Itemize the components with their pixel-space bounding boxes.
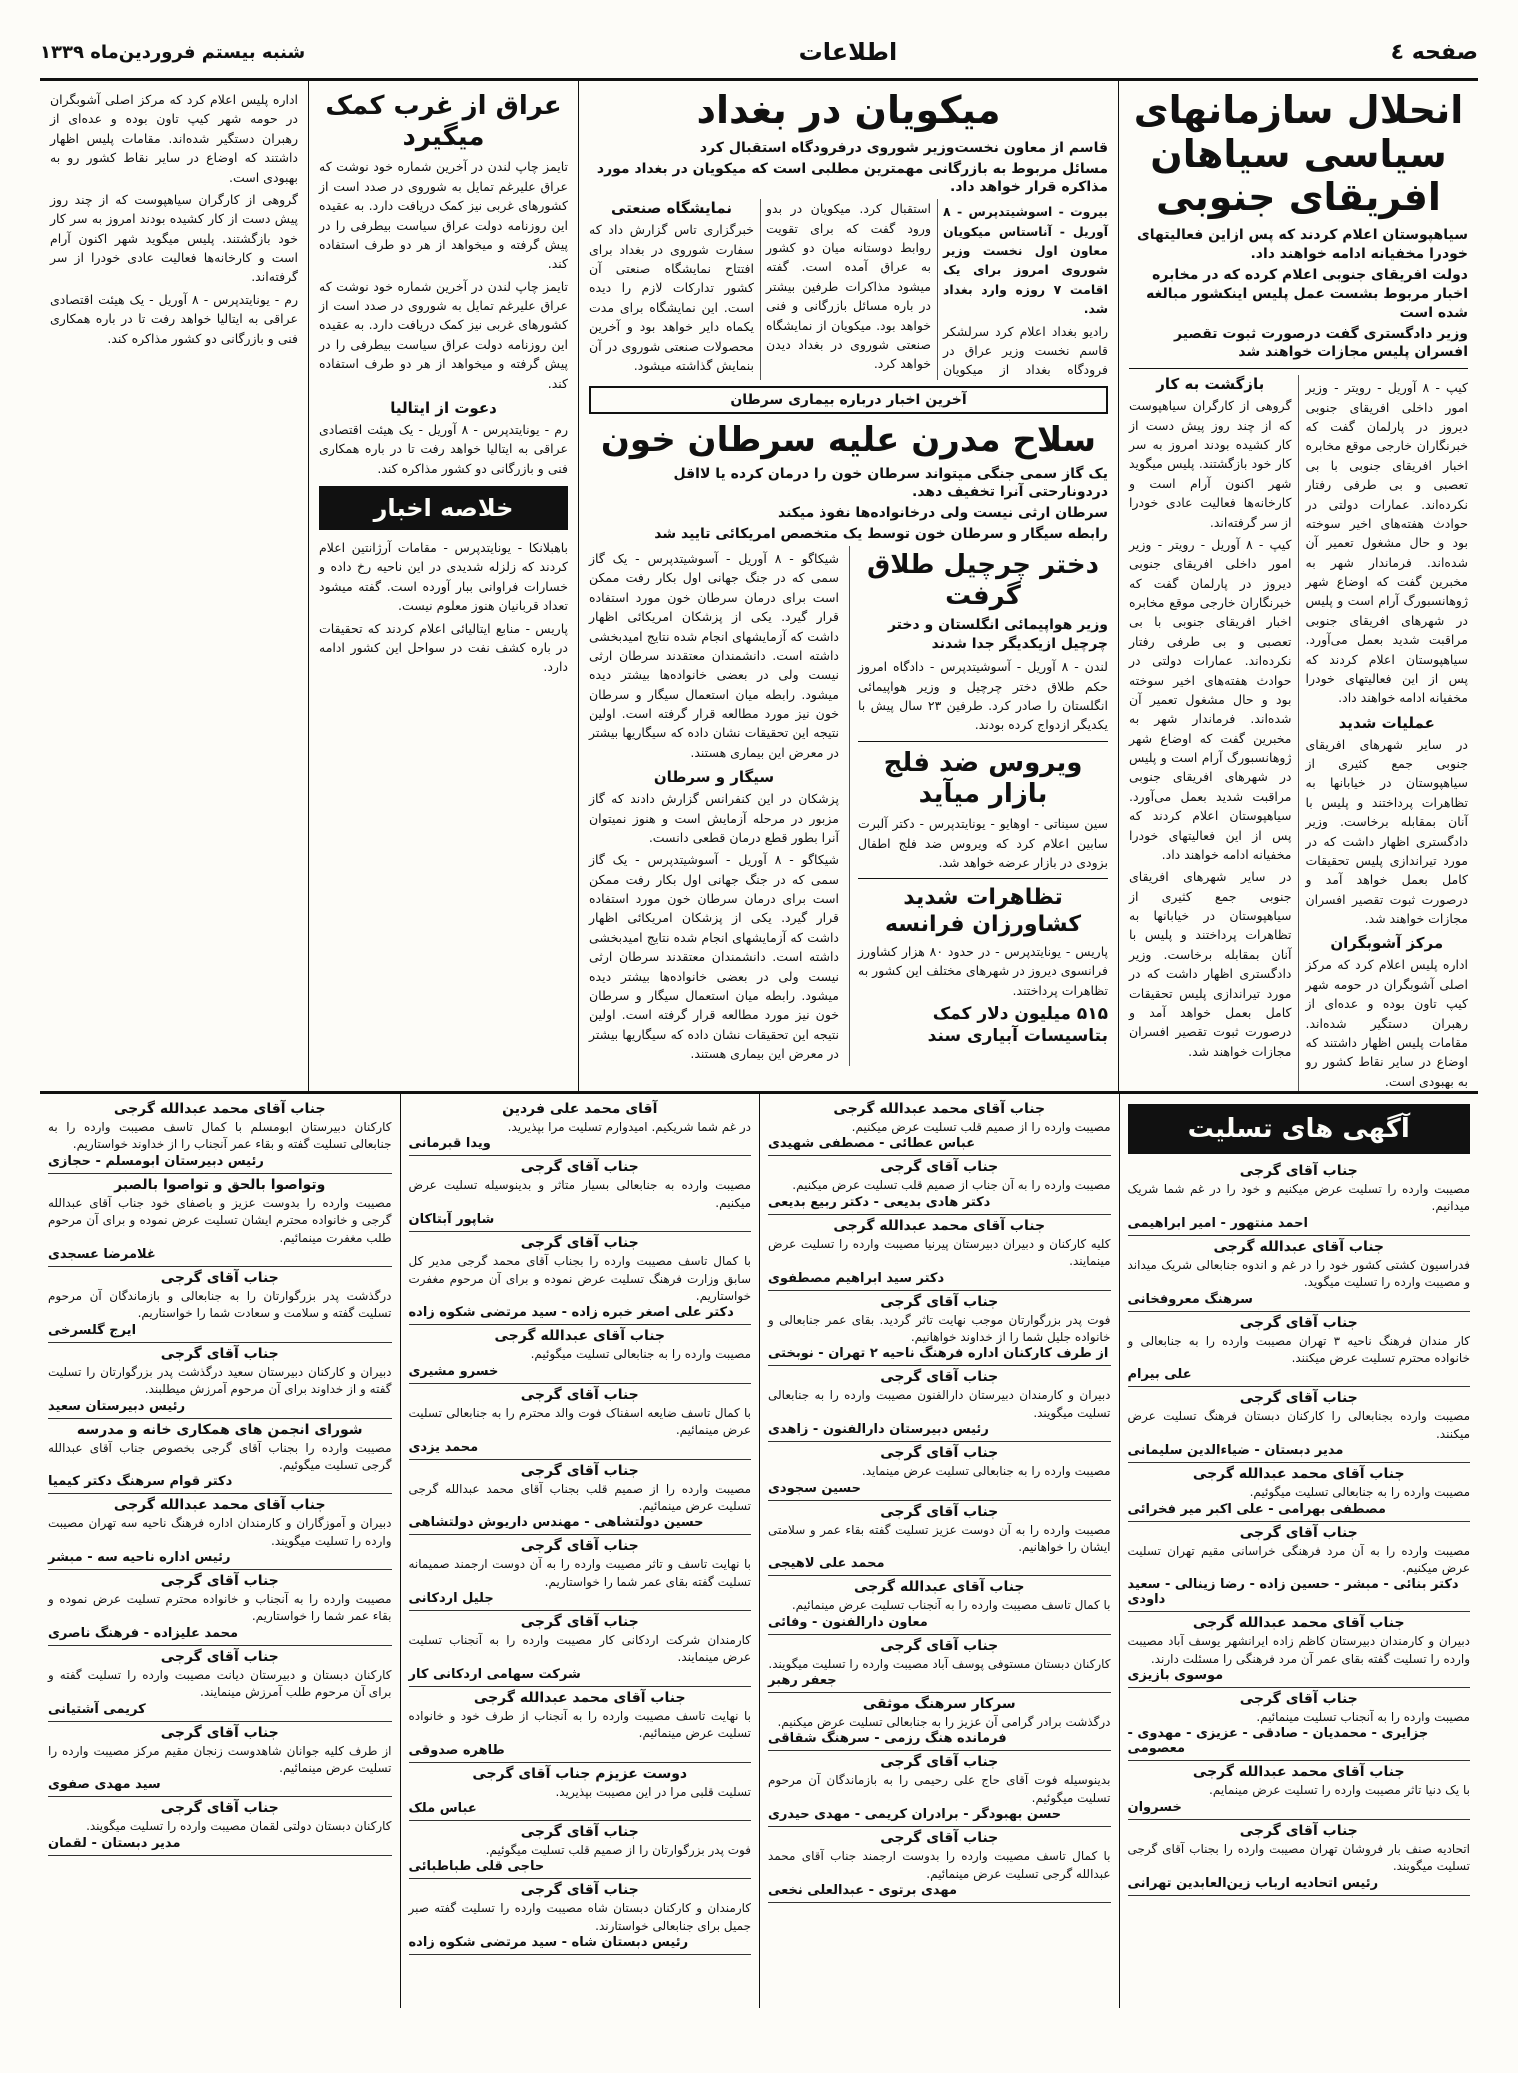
article-bullet: یک گاز سمی جنگی میتواند سرطان خون را درمان کرده یا لااقل دردونارحتی آنرا تخفیف دهد. [673, 465, 1108, 501]
notice-title: جناب آقای گرجی [880, 1503, 999, 1520]
condolence-notice [768, 1827, 1111, 1903]
notice-body: مصیبت وارده را به آنجناب و خانواده محترم تسلیت عرض نموده و بقاء عمر شما را خواستاریم. [48, 1592, 392, 1624]
article-headline: سلاح مدرن علیه سرطان خون [600, 419, 1097, 460]
notice-body: مصیبت وارده را تسلیت عرض میکنیم و خود را در غم شما شریک میدانیم. [1127, 1182, 1470, 1214]
notice-body: با نهایت تاسف مصیبت وارده را به آنجناب از طرف خود و خانواده تسلیت عرض مینمائیم. [408, 1708, 751, 1741]
condolence-notice [48, 1343, 392, 1419]
notice-column [40, 1094, 400, 2008]
notice-signature: دکتر سید ابراهیم مصطفوی [768, 1270, 945, 1286]
cancer-news-box: آخرین اخبار درباره بیماری سرطان [589, 386, 1108, 414]
condolence-notice [409, 1156, 752, 1232]
notice-body: بدینوسیله فوت آقای حاج علی رحیمی را به بازماندگان آن مرحوم تسلیت میگوئیم. [768, 1773, 1111, 1805]
condolence-notice [1128, 1236, 1471, 1312]
notice-signature: از طرف کارکنان اداره فرهنگ ناحیه ۲ تهران - نوبختی [768, 1346, 1109, 1362]
notice-signature: جلیل اردکانی [408, 1591, 494, 1607]
notice-signature: رئیس دبیرستان سعید [48, 1398, 186, 1414]
notice-title: جناب آقای محمد عبدالله گرجی [1192, 1615, 1405, 1632]
condolence-notice [48, 1570, 392, 1646]
article-paragraph: کیپ - ۸ آوریل - رویتر - وزیر امور داخلی افریقای جنوبی دیروز در پارلمان گفت که خبرنگاران خارجی موقع مخابره اخبار افریقای جنوبی با بی تعصبی و بی طرفی رفتار نکرده‌اند. عمارات دولتی در حوادث هفته‌های اخیر سوخته بود و حال مشغول تعمیر آن شده‌اند. فرماندار شهر به مخبرین گفت که اوضاع شهر ژوهانسبورگ آرام است و پلیس در شهرهای افریقای جنوبی مراقبت شدید بعمل می‌آورد. سیاهپوستان اعلام کردند که پس از این فعالیتهای خودرا مخفیانه ادامه خواهند داد. [1129, 536, 1292, 862]
notice-title: جناب آقای گرجی [520, 1462, 639, 1479]
article-body [1129, 375, 1468, 1091]
article-paragraph: رم - یونایتدپرس - ۸ آوریل - یک هیئت اقتصادی عراقی به ایتالیا خواهد رفت تا در باره همکاری فنی و بازرگانی دو کشور مذاکره کند. [319, 421, 568, 476]
notice-title: جناب آقای عبدالله گرجی [853, 1579, 1025, 1596]
page-header [40, 26, 1478, 81]
notice-signature: معاون دارالفنون - وفائی [768, 1614, 928, 1630]
article-paragraph: کیپ - ۸ آوریل - رویتر - وزیر امور داخلی افریقای جنوبی دیروز در پارلمان گفت که خبرنگاران خارجی موقع مخابره اخبار افریقای جنوبی با بی تعصبی و بی طرفی رفتار نکرده‌اند. عمارات دولتی در حوادث هفته‌های اخیر سوخته بود و حال مشغول تعمیر آن شده‌اند. فرماندار شهر به مخبرین گفت که اوضاع شهر ژوهانسبورگ آرام است و پلیس در شهرهای افریقای جنوبی مراقبت شدید بعمل می‌آورد. سیاهپوستان اعلام کردند که پس از این فعالیتهای خودرا مخفیانه ادامه خواهند داد. [1305, 380, 1468, 706]
article-paragraph: گروهی از کارگران سیاهپوست که از چند روز پیش دست از کار کشیده بودند امروز به سر کار خود بازگشتند. پلیس میگوید شهر اکنون آرام است و کارخانه‌ها فعالیت عادی خودرا از سر گرفته‌اند. [50, 191, 298, 285]
article-paragraph: پزشکان در این کنفرانس گزارش دادند که گاز مزبور در مرحله آزمایش است و هنوز نمیتوان آنرا بطور قطع درمان قطعی دانست. [589, 791, 839, 845]
notice-title: جناب آقای عبدالله گرجی [1213, 1238, 1385, 1255]
misc-column [40, 81, 308, 1091]
notice-title: جناب آقای گرجی [160, 1345, 279, 1362]
article-bullet: رابطه سیگار و سرطان خون توسط یک متخصص امریکائی تایید شد [654, 526, 1108, 543]
article-paragraph: خبرگزاری تاس گزارش داد که سفارت شوروی در بغداد برای افتتاح نمایشگاه صنعتی آن کشور تدارکات لازم را دیده است. این نمایشگاه برای مدت یکماه دایر خواهد بود و آخرین محصولات صنعتی شوروی در آن بنمایش گذاشته میشود. [589, 222, 754, 373]
notice-signature: حسین دولتشاهی - مهندس داریوش دولتشاهی [408, 1515, 704, 1531]
article-subheading: عملیات شدید [1338, 713, 1435, 732]
page-number: صفحه ٤ [1390, 39, 1478, 65]
condolence-notice [768, 1635, 1111, 1693]
condolence-notice [1128, 1522, 1471, 1613]
notice-body: مصیبت وارده را به جنابعالی تسلیت عرض مینماید. [861, 1464, 1111, 1479]
article-paragraph: شیکاگو - ۸ آوریل - آسوشیتدپرس - یک گاز سمی که در جنگ جهانی اول بکار رفت ممکن است برای درمان سرطان خون مورد استفاده قرار گیرد. یکی از پزشکان امریکائی اظهار داشت که آزمایشهای انجام شده نتایج امیدبخشی داشته است. دانشمندان معتقدند سرطان ارثی نیست ولی در بعضی خانواده‌ها بیشتر دیده میشود. رابطه میان استعمال سیگار و سرطان خون نیز مورد مطالعه قرار گرفته است. اولین نتیجه این تحقیقات نشان داده که سیگاریها بیشتر در معرض این بیماری هستند. [589, 852, 839, 1062]
notice-signature: حاجی قلی طباطبائی [408, 1859, 545, 1875]
condolence-notice [409, 1535, 752, 1611]
condolence-notice [768, 1501, 1111, 1577]
paper-name: اطلاعات [798, 38, 898, 66]
article-deck: وزیر هواپیمائی انگلستان و دختر چرچیل ازیکدیگر جدا شدند [887, 617, 1108, 653]
condolence-notice [409, 1763, 752, 1821]
notice-signature: موسوی بازیزی [1127, 1668, 1224, 1684]
newspaper-page [0, 26, 1518, 2073]
notice-signature: ویدا قبرمانی [408, 1136, 491, 1152]
notice-signature: رئیس دبیرستان ابومسلم - حجازی [48, 1153, 264, 1169]
article-subheading: مرکز آشوبگران [1330, 934, 1444, 953]
condolence-notice [48, 1722, 392, 1798]
condolence-notice [1128, 1312, 1471, 1388]
condolence-notice [409, 1098, 752, 1156]
notice-signature: رئیس اتحادیه ارباب زین‌العابدین تهرانی [1127, 1875, 1379, 1891]
condolence-notice [1128, 1688, 1471, 1761]
notice-signature: حسن بهبودگر - برادران کریمی - مهدی حیدری [768, 1807, 1062, 1823]
condolence-notice [1128, 1387, 1471, 1463]
issue-date: شنبه بیستم فروردین‌ماه ۱۳۳۹ [40, 41, 306, 63]
notice-signature: محمد یزدی [408, 1439, 479, 1455]
notice-body: مصیبت وارده را به جنابعالی تسلیت میگوئیم. [1249, 1485, 1470, 1500]
article-headline: عراق از غرب کمک میگیرد [325, 91, 562, 153]
condolence-notice [48, 1267, 392, 1343]
notice-title: جناب آقای گرجی [520, 1882, 639, 1899]
condolence-notice [768, 1442, 1111, 1500]
notice-body: مصیبت وارده را به آن مرد فرهنگی خراسانی مقیم تهران تسلیت عرض میکنیم. [1127, 1543, 1470, 1575]
condolence-notice [768, 1156, 1111, 1214]
condolence-notice [48, 1646, 392, 1722]
notice-body: مصیبت وارده را به جنابعالی تسلیت میگوئیم. [530, 1347, 751, 1362]
notice-title: جناب آقای گرجی [880, 1159, 999, 1176]
notice-body: کارکنان دبیرستان ابومسلم با کمال تاسف مصیبت وارده را به جنابعالی تسلیت گفته و بقاء عمر آنجناب را از خداوند خواستاریم. [48, 1120, 392, 1152]
notice-body: کارمندان و کارکنان دبستان شاه مصیبت وارده را تسلیت گفته صبر جمیل برای جنابعالی خواستارند. [408, 1901, 751, 1933]
iraq-article [308, 81, 578, 1091]
notice-signature: فرمانده هنگ رزمی - سرهنگ شقاقی [768, 1731, 1007, 1747]
divider [1129, 368, 1468, 369]
article-bullet: مسائل مربوط به بازرگانی مهمترین مطلبی است که میکویان در بغداد مورد مذاکره قرار خواهد داد. [596, 160, 1108, 196]
notice-signature: شاپور آبتاکان [408, 1212, 495, 1228]
center-articles [578, 81, 1118, 1091]
condolence-notice [1128, 1160, 1471, 1236]
article-bullet: وزیر دادگستری گفت درصورت ثبوت تقصیر افسران پلیس مجازات خواهند شد [1174, 325, 1468, 361]
condolence-notice [768, 1751, 1111, 1827]
condolence-notice [48, 1797, 392, 1855]
article-paragraph: باهبلانکا - یونایتدپرس - مقامات آرژانتین اعلام کردند که زلزله شدیدی در این ناحیه رخ داده و خسارات فراوانی ببار آورده است. گفته میشود تعداد قربانیان هنوز معلوم نیست. [319, 540, 568, 614]
notice-body: دبیران و کارمندان دبیرستان دارالفنون مصیبت وارده را به جنابعالی تسلیت میگویند. [768, 1388, 1111, 1420]
notice-title: جناب آقای گرجی [880, 1637, 999, 1654]
notice-title: جناب آقای گرجی [160, 1648, 279, 1665]
condolence-notice [768, 1291, 1111, 1367]
notice-signature: کریمی آشتیانی [48, 1701, 146, 1717]
notice-column [1119, 1094, 1479, 2008]
notice-signature: سرهنگ معروفخانی [1127, 1291, 1253, 1307]
notice-body: کارکنان دبستان و دبیرستان دیانت مصیبت وارده را تسلیت گفته و برای آن مرحوم طلب آمرزش مینمایند. [48, 1667, 392, 1700]
condolence-notice [409, 1232, 752, 1325]
notice-body: کار مندان فرهنگ ناحیه ۳ تهران مصیبت وارده را به جنابعالی و خانواده محترم تسلیت عرض میکنند. [1127, 1333, 1471, 1365]
notice-body: درگذشت برادر گرامی آن عزیز را به جنابعالی تسلیت عرض میکنیم. [777, 1715, 1111, 1730]
notice-signature: غلامرضا عسجدی [48, 1246, 156, 1262]
notice-body: با نهایت تاسف و تاثر مصیبت وارده را به آن دوست ارجمند صمیمانه تسلیت گفته بقای عمر شما را خواستاریم. [408, 1557, 751, 1589]
notice-body: اتحادیه صنف بار فروشان تهران مصیبت وارده را بجناب آقای گرجی تسلیت میگویند. [1127, 1841, 1470, 1874]
notice-title: جناب آقای گرجی [160, 1800, 279, 1817]
article-bullet: دولت افریقای جنوبی اعلام کرده که در مخابره اخبار مربوط بشست عمل پلیس اینکشور مبالغه شده است [1146, 266, 1468, 321]
article-paragraph: اداره پلیس اعلام کرد که مرکز اصلی آشوبگران در حومه شهر کیپ تاون بوده و عده‌ای از رهبران دستگیر شده‌اند. مقامات پلیس اظهار داشتند که اوضاع در سایر نقاط کشور رو به بهبودی است. [1305, 957, 1468, 1089]
center-lower [589, 546, 1108, 1066]
condolence-notice [48, 1098, 392, 1174]
article-headline: ویروس ضد فلج بازار میآید [883, 747, 1083, 809]
article-paragraph: رم - یونایتدپرس - ۸ آوریل - یک هیئت اقتصادی عراقی به ایتالیا خواهد رفت تا در باره همکاری فنی و بازرگانی دو کشور مذاکره کند. [50, 291, 298, 346]
notice-body: مصیبت وارده را به آنجناب تسلیت مینمائیم. [1256, 1710, 1470, 1725]
notice-body: مصیبت وارده را به آن دوست عزیز تسلیت گفته بقاء عمر و سلامتی ایشان را خواهانیم. [768, 1522, 1111, 1554]
notice-title: جناب آقای محمد عبدالله گرجی [113, 1101, 326, 1117]
notice-signature: مصطفی بهرامی - علی اکبر میر فخرائی [1127, 1501, 1386, 1517]
notice-title: جناب آقای محمد عبدالله گرجی [113, 1497, 326, 1514]
cancer-article-body [589, 546, 839, 1066]
notice-signature: رئیس دبیرستان دارالفنون - زاهدی [768, 1422, 989, 1438]
article-paragraph: تایمز چاپ لندن در آخرین شماره خود نوشت که عراق علیرغم تمایل به شوروی در صدد است از کشورهای غربی نیز کمک دریافت دارد. به عقیده این روزنامه دولت عراق سیاست بیطرفی را در پیش گرفته و میخواهد از هر دو طرف استفاده کند. [319, 278, 568, 391]
notice-title: جناب آقای محمد عبدالله گرجی [833, 1217, 1046, 1234]
notice-body: مصیبت وارده را از صمیم قلب بجناب آقای محمد عبدالله گرجی تسلیت عرض مینمائیم. [408, 1481, 751, 1513]
notice-title: جناب آقای گرجی [1239, 1163, 1358, 1179]
article-paragraph: سین سیناتی - اوهایو - یونایتدپرس - دکتر آلبرت سابین اعلام کرد که ویروس ضد فلج اطفال بزودی در بازار عرضه خواهد شد. [858, 816, 1108, 870]
notice-signature: محمد علیزاده - فرهنگ ناصری [48, 1625, 239, 1641]
article-paragraph: رادیو بغداد اعلام کرد سرلشکر قاسم نخست وزیر عراق در فرودگاه بغداد از میکویان استقبال کرد. میکویان در بدو ورود گفت که برای تقویت روابط دوستانه میان دو کشور به عراق آمده است. گفته میشود مذاکرات طرفین بیشتر در باره مسائل بازرگانی و فنی خواهد بود. میکویان از نمایشگاه صنعتی شوروی در بغداد دیدن خواهد کرد. [766, 201, 1108, 378]
notice-signature: جعفر رهبر [768, 1673, 837, 1689]
notice-body: کارمندان شرکت اردکانی کار مصیبت وارده را به آنجناب تسلیت عرض مینمایند. [408, 1633, 751, 1665]
article-body [589, 199, 1108, 379]
article-subheading: سیگار و سرطان [653, 768, 775, 787]
condolence-notice [1128, 1820, 1471, 1896]
article-paragraph: تایمز چاپ لندن در آخرین شماره خود نوشت که عراق علیرغم تمایل به شوروی در صدد است از کشورهای غربی نیز کمک دریافت دارد. به عقیده این روزنامه دولت عراق سیاست بیطرفی را در پیش گرفته و میخواهد از هر دو طرف استفاده کند. [319, 159, 568, 272]
notice-title: آقای محمد علی فردین [502, 1101, 658, 1117]
notice-title: جناب آقای گرجی [520, 1824, 639, 1841]
notice-body: درگذشت پدر بزرگوارتان را به جنابعالی و بازماندگان آن مرحوم تسلیت گفته و سلامت و سعادت شما را خواستاریم. [48, 1288, 392, 1321]
notice-signature: رئیس دبستان شاه - سید مرتضی شکوه زاده [408, 1935, 689, 1951]
notice-body: با کمال تاسف مصیبت وارده را بدوست ارجمند جناب آقای محمد عبدالله گرجی تسلیت عرض مینمائیم. [768, 1849, 1111, 1881]
notice-title: جناب آقای گرجی [520, 1538, 639, 1555]
article-subheading: بازگشت به کار [1156, 375, 1265, 394]
notice-signature: ایرج گلسرخی [48, 1322, 137, 1338]
notice-signature: عباس ملک [408, 1801, 477, 1817]
news-summary-banner: خلاصه اخبار [319, 486, 568, 530]
notice-signature: خسرو مشیری [408, 1363, 499, 1379]
condolence-notice [409, 1325, 752, 1383]
condolence-notice [409, 1687, 752, 1763]
condolence-notice [48, 1494, 392, 1570]
divider [858, 878, 1108, 879]
notice-body: با کمال تاسف ضایعه اسفناک فوت والد محترم را به جنابعالی تسلیت عرض مینمائیم. [408, 1405, 751, 1438]
notice-signature: خسروان [1127, 1799, 1182, 1815]
condolence-notice [409, 1879, 752, 1955]
notice-body: تسلیت قلبی مرا در این مصیبت بپذیرید. [555, 1784, 751, 1799]
divider [858, 741, 1108, 742]
article-paragraph: شیکاگو - ۸ آوریل - آسوشیتدپرس - یک گاز سمی که در جنگ جهانی اول بکار رفت ممکن است برای درمان سرطان خون مورد استفاده قرار گیرد. یکی از پزشکان امریکائی اظهار داشت که آزمایشهای انجام شده نتایج امیدبخشی داشته است. دانشمندان معتقدند سرطان ارثی نیست ولی در بعضی خانواده‌ها بیشتر دیده میشود. رابطه میان استعمال سیگار و سرطان خون نیز مورد مطالعه قرار گرفته است. اولین نتیجه این تحقیقات نشان داده که سیگاریها بیشتر در معرض این بیماری هستند. [589, 551, 839, 760]
article-paragraph: گروهی از کارگران سیاهپوست که از چند روز پیش دست از کار کشیده بودند امروز به سر کار خود بازگشتند. پلیس میگوید شهر اکنون آرام است و کارخانه‌ها فعالیت عادی خودرا از سر گرفته‌اند. [1129, 398, 1292, 530]
notice-body: فوت پدر بزرگوارتان را از صمیم قلب تسلیت میگوئیم. [485, 1843, 751, 1858]
notice-title: جناب آقای گرجی [1239, 1390, 1358, 1407]
notice-signature: دکتر علی اصغر خبره زاده - سید مرتضی شکوه زاده [408, 1305, 734, 1321]
notice-title: جناب آقای محمد عبدالله گرجی [473, 1689, 686, 1706]
notice-title: جناب آقای گرجی [880, 1369, 999, 1386]
condolence-notice [1128, 1761, 1471, 1819]
notice-title: جناب آقای گرجی [160, 1573, 279, 1590]
condolence-notice [48, 1174, 392, 1267]
article-headline: میکویان در بغداد [696, 88, 1001, 132]
condolence-ads-heading: آگهی های تسلیت [1128, 1104, 1471, 1154]
notice-signature: عباس عطائی - مصطفی شهیدی [768, 1136, 976, 1152]
notice-body: دبیران و آموزگاران و کارمندان اداره فرهنگ ناحیه سه تهران مصیبت وارده را تسلیت میگویند. [48, 1516, 392, 1548]
notice-signature: مدیر دبستان - لقمان [48, 1835, 181, 1851]
article-subheading: نمایشگاه صنعتی [610, 199, 733, 218]
condolence-notice [409, 1384, 752, 1460]
notice-title: جناب آقای گرجی [880, 1293, 999, 1310]
notice-body: مصیبت وارده را بدوست عزیز و باصفای خود جناب آقای عبدالله گرجی و خانواده محترم ایشان تسلیت عرض نموده و برای آن مرحوم طلب مغفرت مینمائیم. [48, 1195, 392, 1245]
notice-body: در غم شما شریکیم. امیدوارم تسلیت مرا بپذیرید. [507, 1120, 751, 1134]
article-paragraph: اداره پلیس اعلام کرد که مرکز اصلی آشوبگران در حومه شهر کیپ تاون بوده و عده‌ای از رهبران دستگیر شده‌اند. مقامات پلیس اظهار داشتند که اوضاع در سایر نقاط کشور رو به بهبودی است. [50, 92, 298, 185]
notice-signature: رئیس اداره ناحیه سه - مبشر [48, 1550, 231, 1566]
notice-title: جناب آقای گرجی [520, 1235, 639, 1252]
notice-column [400, 1094, 760, 2008]
article-headline: دختر چرچیل طلاق گرفت [867, 550, 1099, 612]
notice-body: مصیبت وارده به جنابعالی بسیار متاثر و بدینوسیله تسلیت عرض میکنیم. [408, 1178, 751, 1210]
notice-title: جناب آقای گرجی [1239, 1822, 1358, 1839]
notice-signature: شرکت سهامی اردکانی کار [408, 1666, 581, 1682]
article-dateline: بیروت - اسوشیتدپرس - ۸ آوریل - آناستاس میکویان معاون اول نخست وزیر شوروی امروز برای یک اقامت ۷ روزه وارد بغداد شد. [943, 204, 1108, 317]
notice-title: جناب آقای گرجی [1239, 1691, 1358, 1708]
notice-signature: سید مهدی صفوی [48, 1777, 161, 1793]
notice-signature: دکتر قوام سرهنگ دکتر کیمیا [48, 1474, 233, 1490]
news-section [40, 81, 1478, 1094]
notice-title: شورای انجمن های همکاری خانه و مدرسه [76, 1421, 363, 1438]
article-subheading: دعوت از ایتالیا [390, 398, 497, 417]
condolence-notice [409, 1460, 752, 1536]
notice-title: دوست عزیزم جناب آقای گرجی [472, 1765, 688, 1782]
article-paragraph: پاریس - یونایتدپرس - در حدود ۸۰ هزار کشاورز فرانسوی دیروز در شهرهای مختلف این کشور به تظاهرات پرداختند. [858, 944, 1108, 998]
notice-signature: جزایری - محمدیان - صادقی - عزیزی - مهدوی - معصومی [1127, 1726, 1429, 1757]
notice-body: مصیبت وارده را بجناب آقای گرجی بخصوص جناب آقای عبدالله گرجی تسلیت میگوئیم. [48, 1440, 392, 1472]
notice-body: فدراسیون کشتی کشور خود را در غم و اندوه جنابعالی شریک میداند و مصیبت وارده را تسلیت میگوید. [1127, 1257, 1470, 1290]
notice-title: جناب آقای گرجی [880, 1754, 999, 1771]
notice-body: با یک دنیا تاثر مصیبت وارده را تسلیت عرض مینمایم. [1209, 1783, 1470, 1798]
notice-title: جناب آقای گرجی [160, 1269, 279, 1286]
condolence-notice [768, 1215, 1111, 1291]
condolence-notice [409, 1611, 752, 1687]
notice-title: جناب آقای محمد عبدالله گرجی [1192, 1466, 1405, 1483]
notice-title: جناب آقای گرجی [520, 1159, 639, 1176]
notice-body: از طرف کلیه جوانان شاهدوست زنجان مقیم مرکز مصیبت وارده را تسلیت عرض مینمائیم. [48, 1743, 392, 1776]
notice-title: وتواصوا بالحق و تواصوا بالصبر [114, 1176, 326, 1193]
condolence-notice [1128, 1612, 1471, 1688]
notice-signature: دکتر بنائی - مبشر - حسین زاده - رضا زینالی - سعید داودی [1127, 1577, 1459, 1608]
south-africa-article [1118, 81, 1478, 1091]
notice-body: مصیبت وارده بجنابعالی را کارکنان دبستان فرهنگ تسلیت عرض میکنند. [1127, 1409, 1470, 1441]
notice-body: کارکنان دبستان دولتی لقمان مصیبت وارده را تسلیت میگویند. [86, 1819, 392, 1834]
notice-title: جناب آقای گرجی [520, 1386, 639, 1403]
condolence-notice [768, 1693, 1111, 1751]
article-paragraph: لندن - ۸ آوریل - آسوشیتدپرس - دادگاه امروز حکم طلاق دختر چرچیل و وزیر هواپیمائی انگلستان را صادر کرد. طرفین ۲۳ سال پیش با یکدیگر ازدواج کرده بودند. [858, 659, 1108, 733]
notice-body: دبیران و کارمندان دبیرستان کاظم زاده ایرانشهر یوسف آباد مصیبت وارده را تسلیت گفته بقای عمر آن مرد فرهنگی را مسئلت دارند. [1127, 1634, 1470, 1666]
notice-signature: طاهره صدوقی [408, 1742, 505, 1758]
article-headline: تظاهرات شدید کشاورزان فرانسه [884, 885, 1082, 937]
notice-column [759, 1094, 1119, 2008]
notice-signature: محمد علی لاهیجی [768, 1556, 885, 1572]
notice-title: جناب آقای گرجی [1239, 1524, 1358, 1541]
notice-body: کارکنان دبستان مستوفی پوسف آباد مصیبت وارده را تسلیت میگویند. [768, 1656, 1111, 1671]
notice-signature: مهدی برتوی - عبدالعلی نخعی [768, 1883, 958, 1899]
condolence-notice [409, 1821, 752, 1879]
notice-title: جناب آقای گرجی [520, 1614, 639, 1631]
notice-body: کلیه کارکنان و دبیران دبیرستان پیرنیا مصیبت وارده را تسلیت عرض مینمایند. [768, 1236, 1111, 1269]
condolence-notice [1128, 1463, 1471, 1521]
notice-title: سرکار سرهنگ موثقی [862, 1696, 1016, 1713]
article-bullet: قاسم از معاون نخست‌وزیر شوروی درفرودگاه استقبال کرد [699, 139, 1108, 156]
article-bullet: سیاهپوستان اعلام کردند که پس ازاین فعالیتهای خودرا مخفیانه ادامه خواهند داد. [1136, 227, 1468, 262]
notice-title: جناب آقای گرجی [160, 1724, 279, 1741]
condolence-notices [40, 1094, 1478, 2008]
notice-title: جناب آقای گرجی [1239, 1314, 1358, 1331]
notice-title: جناب آقای محمد عبدالله گرجی [1192, 1764, 1405, 1781]
notice-signature: علی بیرام [1127, 1367, 1192, 1383]
notice-body: فوت پدر بزرگوارتان موجب نهایت تاثر گردید. بقای عمر جنابعالی و خانواده جلیل شما را از خداوند خواهانیم. [768, 1312, 1111, 1344]
notice-body: با کمال تاسف مصیبت وارده را به آنجناب تسلیت عرض مینمائیم. [791, 1598, 1111, 1613]
notice-title: جناب آقای محمد عبدالله گرجی [833, 1101, 1046, 1117]
condolence-notice [768, 1098, 1111, 1156]
notice-body: مصیبت وارده را از صمیم قلب تسلیت عرض میکنیم. [851, 1120, 1111, 1134]
churchill-article [849, 546, 1108, 1066]
article-paragraph: در سایر شهرهای افریقای جنوبی جمع کثیری از سیاهپوستان در خیابانها به تظاهرات پرداختند و پلیس با آنان بمقابله برخاست. وزیر دادگستری اظهار داشت که در مورد تیراندازی پلیس تحقیقات کامل بعمل خواهد آمد و درصورت ثبوت تقصیر افسران مجازات خواهند شد. [1305, 736, 1468, 927]
notice-body: مصیبت وارده را به آن جناب از صمیم قلب تسلیت عرض میکنیم. [792, 1178, 1111, 1193]
article-bullet: سرطان ارثی نیست ولی درخانواده‌ها نفوذ میکند [777, 505, 1108, 522]
article-paragraph: پاریس - منابع ایتالیائی اعلام کردند که تحقیقات در باره کشف نفت در سواحل این کشور ادامه دارد. [319, 620, 568, 675]
article-headline: ۵۱۵ میلیون دلار کمک بتاسیسات آبیاری سند [927, 1004, 1108, 1047]
notice-signature: احمد منتهور - امیر ابراهیمی [1127, 1215, 1308, 1231]
notice-signature: حسین سجودی [768, 1480, 862, 1496]
article-headline: انحلال سازمانهای سیاسی سیاهان افریقای جنوبی [1133, 88, 1464, 220]
notice-signature: مدیر دبستان - ضیاءالدین سلیمانی [1127, 1443, 1344, 1459]
condolence-notice [768, 1366, 1111, 1442]
notice-title: جناب آقای عبدالله گرجی [494, 1328, 666, 1345]
notice-signature: دکتر هادی بدیعی - دکتر ربیع بدیعی [768, 1194, 991, 1210]
notice-title: جناب آقای گرجی [880, 1830, 999, 1847]
condolence-notice [48, 1419, 392, 1495]
article-paragraph: در سایر شهرهای افریقای جنوبی جمع کثیری از سیاهپوستان در خیابانها به تظاهرات پرداختند و پلیس با آنان بمقابله برخاست. وزیر دادگستری اظهار داشت که در مورد تیراندازی پلیس تحقیقات کامل بعمل خواهد آمد و درصورت ثبوت تقصیر افسران مجازات خواهند شد. [1129, 869, 1292, 1059]
notice-body: با کمال تاسف مصیبت وارده را بجناب آقای محمد گرجی مدیر کل سابق وزارت فرهنگ تسلیت عرض نموده و برای آن مرحوم مغفرت خواستاریم. [408, 1254, 751, 1303]
notice-body: دبیران و کارکنان دبیرستان سعید درگذشت پدر بزرگوارتان را تسلیت گفته و از خداوند برای آن مرحوم آمرزش میطلبند. [48, 1364, 392, 1397]
condolence-notice [768, 1576, 1111, 1634]
notice-title: جناب آقای گرجی [880, 1445, 999, 1462]
